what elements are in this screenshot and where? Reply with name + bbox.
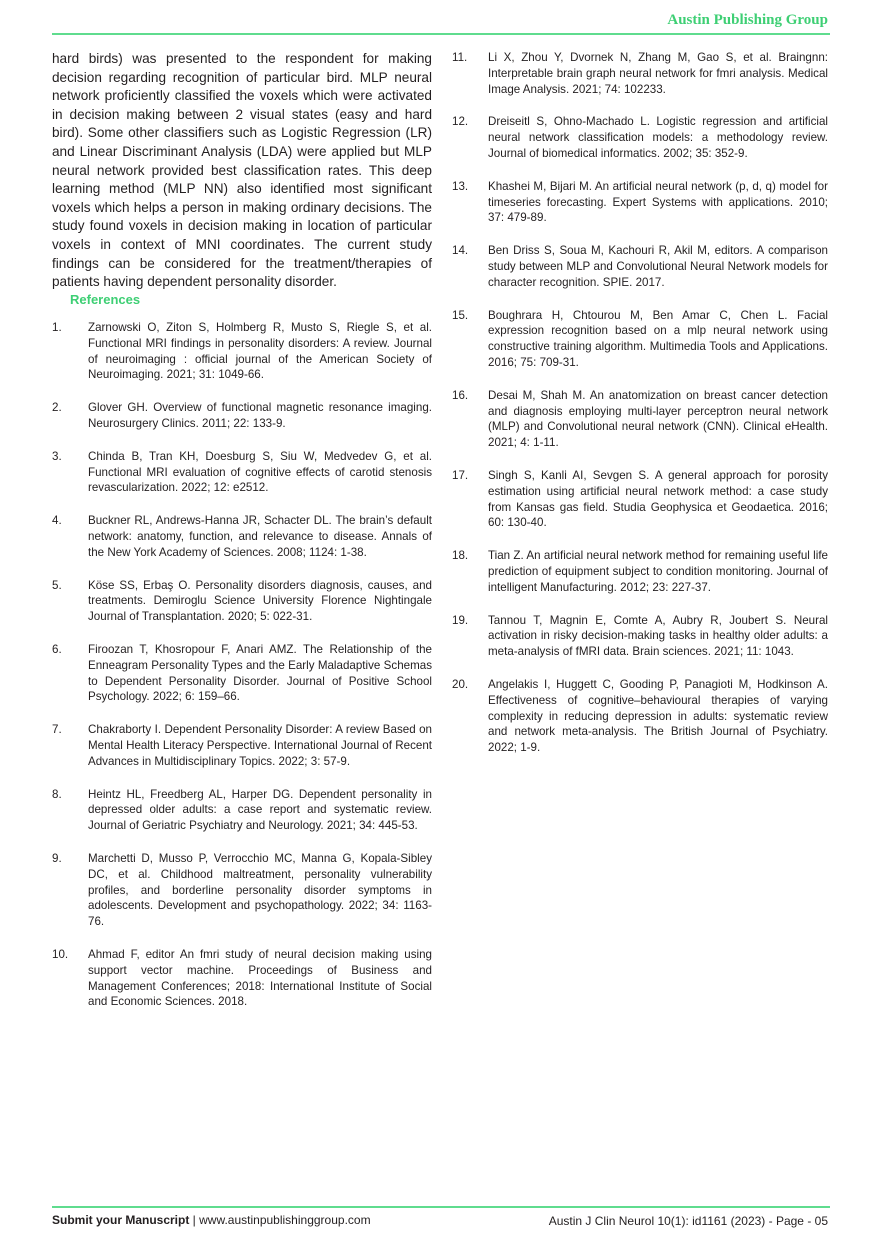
reference-number: 2. — [52, 401, 62, 415]
reference-number: 1. — [52, 321, 62, 334]
reference-text: Chakraborty I. Dependent Personality Disorder: A review Based on Mental Health Literacy Perspective. International Journal of Recent Advances in Multidisciplinary Topics. 2022; 3: 57-9. — [88, 723, 432, 768]
footer-submit — [52, 1213, 371, 1227]
reference-number: 20. — [452, 677, 469, 691]
reference-number: 15. — [452, 308, 469, 322]
reference-text: Chinda B, Tran KH, Doesburg S, Siu W, Medvedev G, et al. Functional MRI evaluation of cognitive effects of carotid stenosis revascularization. 2022; 12: e2512. — [88, 449, 432, 495]
reference-item — [52, 320, 432, 383]
reference-text: Angelakis I, Huggett C, Gooding P, Panagioti M, Hodkinson A. Effectiveness of cognitive–behavioural therapies of varying complexity in reducing depression in adults: systematic review and network meta-analysis. The British Journal of Psychiatry. 2022; 1-9. — [488, 677, 828, 755]
reference-text: Ben Driss S, Soua M, Kachouri R, Akil M, editors. A comparison study between MLP and Convolutional Neural Network models for character recognition. SPIE. 2017. — [488, 244, 828, 289]
reference-text: Heintz HL, Freedberg AL, Harper DG. Dependent personality in depressed older adults: a case report and systematic review. Journal of Geriatric Psychiatry and Neurology. 2021; 34: 445-53. — [88, 787, 432, 833]
reference-text: Li X, Zhou Y, Dvornek N, Zhang M, Gao S, et al. Braingnn: Interpretable brain graph neural network for fmri analysis. Medical Image Analysis. 2021; 74: 102233. — [488, 51, 828, 96]
reference-number: 19. — [452, 613, 469, 627]
header-divider — [52, 33, 830, 35]
reference-text: Marchetti D, Musso P, Verrocchio MC, Manna G, Kopala-Sibley DC, et al. Childhood maltreatment, personality vulnerability profiles, and borderline personality disorder symptoms in adolescents. Development and psychopathology. 2022; 34: 1163-76. — [88, 851, 432, 929]
reference-text: Buckner RL, Andrews-Hanna JR, Schacter DL. The brain’s default network: anatomy, function, and relevance to disease. Annals of the New York Academy of Sciences. 2008; 1124: 1-38. — [88, 514, 432, 559]
reference-number: 17. — [452, 468, 469, 482]
reference-item — [52, 851, 432, 930]
reference-item — [452, 179, 828, 226]
submit-manuscript-label: Submit your Manuscript — [52, 1213, 190, 1227]
reference-text: Zarnowski O, Ziton S, Holmberg R, Musto S, Riegle S, et al. Functional MRI findings in personality disorders: A review. Journal of neuroimaging : official journal of the American Society of Neuroimaging. 2021; 31: 1049-66. — [88, 321, 432, 382]
reference-number: 9. — [52, 851, 62, 865]
body-paragraph: hard birds) was presented to the respondent for making decision regarding recognition of particular bird. MLP neural network proficiently classified the voxels which were activated in decision making between 2 visual states (easy and hard bird). Some other classifiers such as Logistic Regression (LR) and Linear Discriminant Analysis (LDA) were applied but MLP neural network provided best classification rates. This deep learning method (MLP NN) also identified most significant voxels which helps a person in making ordinary decisions. The study found voxels in decision making in location of particular voxels in context of MNI coordinates. The current study findings can be considered for the treatment/therapies of patients having dependent personality disorder. — [52, 51, 432, 290]
reference-item — [52, 722, 432, 769]
reference-item — [452, 114, 828, 161]
reference-item — [52, 787, 432, 834]
reference-item — [452, 677, 828, 756]
reference-text: Tannou T, Magnin E, Comte A, Aubry R, Joubert S. Neural activation in risky decision-making tasks in healthy older adults: a meta-analysis of fMRI data. Brain sciences. 2021; 11: 1043. — [488, 613, 828, 659]
reference-number: 14. — [452, 244, 469, 258]
reference-number: 10. — [52, 947, 69, 961]
reference-item — [52, 642, 432, 705]
reference-number: 12. — [452, 115, 469, 129]
reference-number: 3. — [52, 449, 62, 463]
reference-number: 8. — [52, 787, 62, 801]
reference-text: Köse SS, Erbaş O. Personality disorders diagnosis, causes, and treatments. Demiroglu Science University Florence Nightingale Journal of Transplantation. 2020; 5: 022-31. — [88, 578, 432, 624]
references-heading: References — [70, 292, 141, 307]
reference-text: Singh S, Kanli AI, Sevgen S. A general approach for porosity estimation using artificial neural network method: a case study from Kansas gas field. Studia Geophysica et Geodaetica. 2016; 60: 130-40. — [488, 468, 828, 530]
reference-number: 16. — [452, 388, 469, 402]
reference-number: 6. — [52, 642, 62, 656]
reference-item — [452, 50, 828, 97]
reference-item — [52, 578, 432, 625]
reference-item — [452, 613, 828, 660]
publisher-url-link[interactable]: www.austinpublishinggroup.com — [199, 1213, 371, 1227]
reference-number: 4. — [52, 514, 62, 528]
reference-text: Dreiseitl S, Ohno-Machado L. Logistic regression and artificial neural network classification models: a methodology review. Journal of biomedical informatics. 2002; 35: 352-9. — [488, 115, 828, 160]
reference-number: 5. — [52, 578, 62, 592]
reference-text: Glover GH. Overview of functional magnetic resonance imaging. Neurosurgery Clinics. 2011; 22: 133-9. — [88, 401, 432, 430]
reference-text: Khashei M, Bijari M. An artificial neural network (p, d, q) model for timeseries forecasting. Expert Systems with applications. 2010; 37: 479-89. — [488, 179, 828, 225]
reference-number: 18. — [452, 549, 469, 563]
reference-item — [452, 308, 828, 371]
reference-item — [452, 243, 828, 290]
reference-item — [452, 468, 828, 531]
reference-item — [452, 388, 828, 451]
publisher-name: Austin Publishing Group — [667, 12, 828, 28]
reference-number: 13. — [452, 179, 469, 193]
reference-item — [52, 449, 432, 496]
reference-text: Desai M, Shah M. An anatomization on breast cancer detection and diagnosis employing multi-layer perceptron neural network (MLP) and Convolutional neural network (CNN). Clinical eHealth. 2021; 4: 1-11. — [488, 388, 828, 450]
reference-number: 11. — [452, 51, 468, 64]
footer-divider — [52, 1206, 830, 1208]
reference-text: Tian Z. An artificial neural network method for remaining useful life prediction of equipment subject to condition monitoring. Journal of intelligent Manufacturing. 2012; 23: 227-37. — [488, 549, 828, 594]
footer-separator: | — [189, 1213, 200, 1227]
reference-text: Ahmad F, editor An fmri study of neural decision making using support vector machine. Proceedings of Business and Management Conferences; 2018: International Institute of Social and Economic Sciences. 2018. — [88, 947, 432, 1009]
reference-text: Firoozan T, Khosropour F, Anari AMZ. The Relationship of the Enneagram Personality Types and the Early Maladaptive Schemas to Dependent Personality Disorder. Journal of Positive School Psychology. 2022; 6: 159–66. — [88, 642, 432, 704]
reference-item — [452, 548, 828, 595]
reference-number: 7. — [52, 723, 62, 737]
reference-text: Boughrara H, Chtourou M, Ben Amar C, Chen L. Facial expression recognition based on a mlp neural network using constructive training algorithm. Multimedia Tools and Applications. 2016; 75: 709-31. — [488, 308, 828, 369]
reference-list-right — [452, 50, 828, 773]
reference-list-left — [52, 320, 432, 1027]
journal-citation: Austin J Clin Neurol 10(1): id1161 (2023) - Page - 05 — [548, 1214, 828, 1228]
reference-item — [52, 400, 432, 432]
reference-item — [52, 513, 432, 560]
reference-item — [52, 947, 432, 1010]
